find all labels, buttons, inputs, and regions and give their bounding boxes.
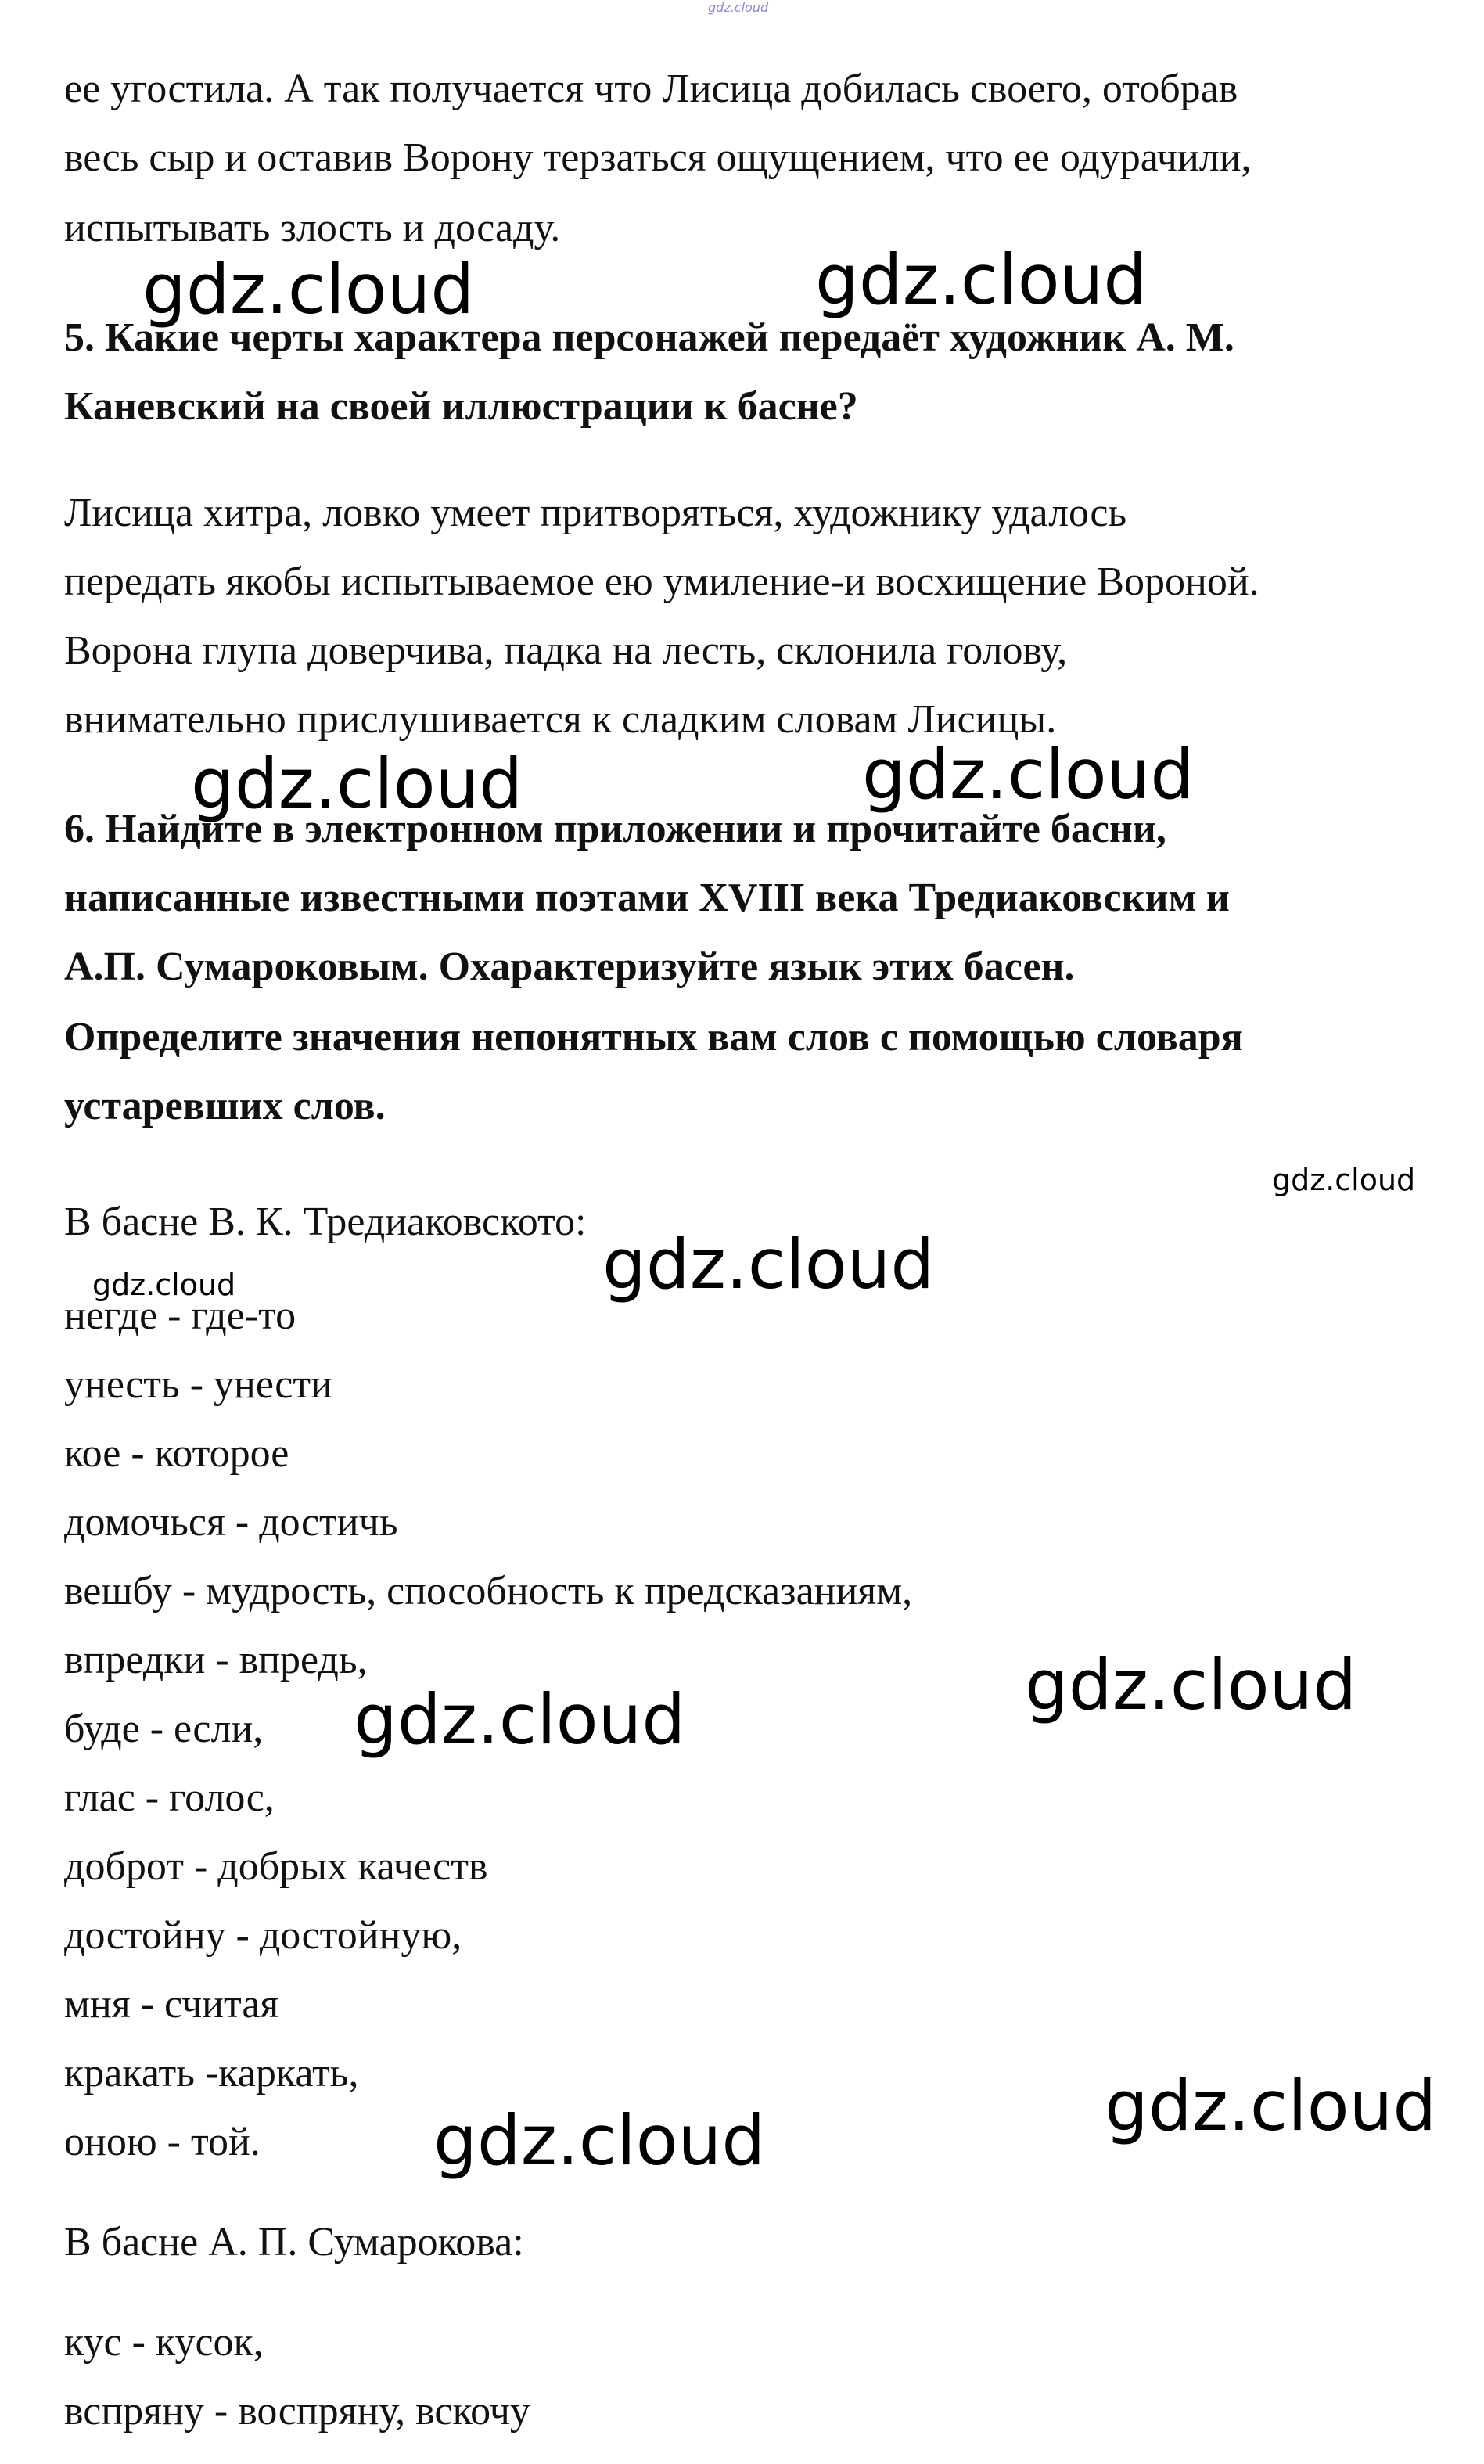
trediakovsky-word: кракать -каркать, <box>64 2051 359 2095</box>
question-6-line-5: устаревших слов. <box>64 1084 386 1128</box>
trediakovsky-word: домочься - достичь <box>64 1500 398 1545</box>
question-6-line-2: написанные известными поэтами XVIII века Тредиаковским и <box>64 876 1230 920</box>
trediakovsky-word: доброт - добрых качеств <box>64 1844 488 1889</box>
trediakovsky-word: глас - голос, <box>64 1775 275 1820</box>
question-5-line-1: 5. Какие черты характера персонажей передаёт художник А. М. <box>64 315 1234 360</box>
intro-line-3: испытывать злость и досаду. <box>64 206 561 250</box>
watermark: gdz.cloud <box>433 2100 766 2181</box>
answer-5-line-2: передать якобы испытываемое ею умиление-и восхищение Вороной. <box>64 559 1259 604</box>
watermark: gdz.cloud <box>1105 2066 1437 2146</box>
sumarokov-word: вспряну - воспряну, вскочу <box>64 2389 530 2433</box>
question-6-line-3: А.П. Сумароковым. Охарактеризуйте язык этих басен. <box>64 944 1075 989</box>
trediakovsky-word: достойну - достойную, <box>64 1913 462 1958</box>
answer-5-line-1: Лисица хитра, ловко умеет притворяться, художнику удалось <box>64 491 1127 535</box>
intro-line-1: ее угостила. А так получается что Лисица добилась своего, отобрав <box>64 67 1238 111</box>
watermark: gdz.cloud <box>92 1268 236 1302</box>
trediakovsky-word: оною - той. <box>64 2120 261 2164</box>
answer-5-line-3: Ворона глупа доверчива, падка на лесть, склонила голову, <box>64 628 1068 673</box>
question-5-line-2: Каневский на своей иллюстрации к басне? <box>64 384 858 429</box>
question-6-line-1: 6. Найдите в электронном приложении и прочитайте басни, <box>64 807 1166 851</box>
watermark: gdz.cloud <box>191 743 523 824</box>
trediakovsky-word: негде - где-то <box>64 1293 296 1338</box>
trediakovsky-word: унесть - унести <box>64 1362 332 1407</box>
trediakovsky-word: буде - если, <box>64 1707 264 1751</box>
watermark: gdz.cloud <box>602 1224 935 1304</box>
watermark: gdz.cloud <box>142 249 475 329</box>
trediakovsky-word: вешбу - мудрость, способность к предсказаниям, <box>64 1569 913 1613</box>
trediakovsky-word: кое - которое <box>64 1431 289 1476</box>
sumarokov-word: кус - кусок, <box>64 2320 264 2365</box>
question-6-line-4: Определите значения непонятных вам слов с помощью словаря <box>64 1015 1243 1059</box>
sumarokov-heading: В басне А. П. Сумарокова: <box>64 2220 524 2264</box>
trediakovsky-word: мня - считая <box>64 1982 279 2027</box>
watermark: gdz.cloud <box>862 734 1195 815</box>
watermark: gdz.cloud <box>354 1679 686 1760</box>
top-watermark-mark: gdz.cloud <box>708 0 769 15</box>
trediakovsky-heading: В басне В. К. Тредиаковското: <box>64 1200 587 1244</box>
trediakovsky-word: впредки - впредь, <box>64 1638 368 1682</box>
watermark: gdz.cloud <box>815 239 1148 320</box>
answer-5-line-4: внимательно прислушивается к сладким словам Лисицы. <box>64 697 1057 742</box>
intro-line-2: весь сыр и оставив Ворону терзаться ощущением, что ее одурачили, <box>64 135 1252 180</box>
watermark: gdz.cloud <box>1272 1163 1416 1197</box>
watermark: gdz.cloud <box>1025 1645 1357 1725</box>
